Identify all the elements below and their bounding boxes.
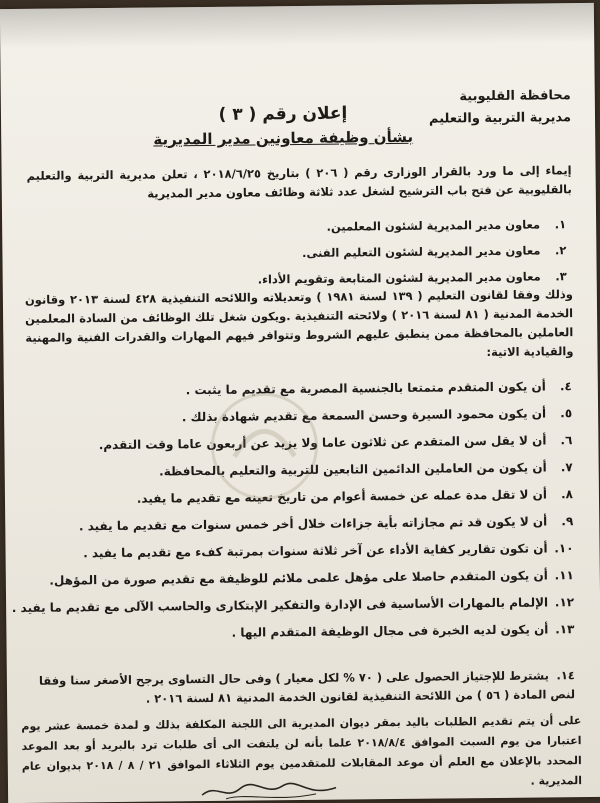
letterhead xyxy=(421,85,571,131)
item-text: معاون مدير المديرية لشئون المتابعة وتقويم الأداء. xyxy=(257,269,541,287)
title-block xyxy=(153,101,413,152)
governorate-name: محافظة القليوبية xyxy=(459,88,571,105)
item-number: ٧. xyxy=(560,460,573,475)
item-text: معاون مدير المديرية لشئون التعليم الفنى. xyxy=(301,243,541,260)
announcement-number: إعلان رقم ( ٣ ) xyxy=(218,103,348,125)
item-number: ١٠. xyxy=(554,541,574,556)
item-number: ٤. xyxy=(559,379,572,394)
list-item xyxy=(30,666,575,710)
document-page xyxy=(0,3,600,803)
item-text: أن لا يكون قد تم مجازاته بأية جزاءات خلال أخر خمس سنوات مع تقديم ما يفيد . xyxy=(78,514,548,534)
item-number: ١٣. xyxy=(555,622,575,637)
item-number: ١. xyxy=(554,217,567,232)
item-text: أن يكون المتقدم حاصلا على مؤهل علمى ملائم للوظيفة مع تقديم صورة من المؤهل. xyxy=(49,568,548,588)
item-number: ٥. xyxy=(560,406,573,421)
item-number: ٦. xyxy=(560,433,573,448)
item-number: ٩. xyxy=(561,514,574,529)
item-text: أن تكون تقارير كفاية الأداء عن آخر ثلاثة سنوات بمرتبة كفء مع تقديم ما يفيد . xyxy=(83,541,548,561)
item-text: أن يكون محمود السيرة وحسن السمعة مع تقديم شهادة بذلك . xyxy=(181,406,547,425)
item-text: أن يكون المتقدم متمتعا بالجنسية المصرية مع تقديم ما يثبت . xyxy=(185,379,546,398)
item-text: الإلمام بالمهارات الأساسية فى الإدارة والتفكير الإبتكارى والحاسب الآلى مع تقديم ما يفيد . xyxy=(11,595,549,616)
item-text: أن لا تقل مدة عمله عن خمسة أعوام من تاريخ تعينه مع تقديم ما يفيد. xyxy=(136,487,548,506)
item-text: أن يكون من العاملين الدائمين التابعين للتربية والتعليم بالمحافظة. xyxy=(159,460,547,479)
positions-list xyxy=(36,211,567,295)
item-number: ٨. xyxy=(561,487,574,502)
handwritten-signature xyxy=(196,776,346,803)
closing-paragraph: على أن يتم تقديم الطلبات باليد بمقر ديوان المديرية الى اللجنة المكلفة بذلك و لمدة خمسة عشر يوم اعتبارا من يوم السبت الموافق ٢٠١٨/٨/٤ علما بأنه لن يلتفت الى أى طلبات ترد بالبريد أو بعد الموعد المحدد بالإعلان مع العلم أن موعد المقابلات للمتقدمين يوم الثلاثاء الموافق ٢١ / ٨ / ٢٠١٨ بديوان عام المديرية . xyxy=(21,714,583,788)
item-text: أن يكون لديه الخبرة فى مجال الوظيفة المتقدم اليها . xyxy=(231,622,549,640)
item-number: ١٢. xyxy=(554,595,575,610)
item-number: ٣. xyxy=(555,269,567,284)
legal-basis-paragraph: وذلك وفقا لقانون التعليم ( ١٣٩ لسنة ١٩٨١ ) وتعديلاته واللائحه التنفيذية ٤٢٨ لسنة ٢٠١٣ وقانون الخدمة المدنية ( ٨١ لسنة ٢٠١٦ ) ولائحته التنفيذية .ويكون شغل تلك الوظائف من السادة المعلمين العاملين بالمحافظة ممن ينطبق عليهم الشروط وتتوافر فيهم المهارات والقدرات الفنية والمهنية والقيادية الاتية: xyxy=(24,287,574,360)
item-number: ٢. xyxy=(554,243,567,258)
directorate-name: مديرية التربية والتعليم xyxy=(428,110,572,127)
intro-paragraph: إيماء إلى ما ورد بالقرار الوزارى رقم ( ٢٠٦ ) بتاريخ ٢٠١٨/٦/٢٥ ، تعلن مديرية التربية والتعليم بالقليوبية عن فتح باب الترشيح لشغل عدد ثلاثة وظائف معاون مدير المديرية xyxy=(26,163,572,201)
item-number: ١١. xyxy=(554,568,574,583)
item-text: أن لا يقل سن المتقدم عن ثلاثون عاما ولا يزيد عن أربعون عاما وقت التقدم. xyxy=(98,433,547,453)
watermark-logo xyxy=(204,386,325,507)
item-number: ١٤. xyxy=(556,668,575,683)
item-text: معاون مدير المديرية لشئون المعلمين. xyxy=(326,217,541,234)
item-text: يشترط للإجتياز الحصول على ( ٧٠ % لكل معيار ) وفى حال التساوى يرجح الأصغر سنا وفقا لنص المادة ( ٥٦ ) من اللائحة التنفيذية لقانون الخدمة المدنية ٨١ لسنة ٢٠١٦ . xyxy=(38,668,576,706)
announcement-subject: بشأن وظيفة معاونين مدير المديرية xyxy=(153,127,414,149)
list-item xyxy=(34,616,574,649)
